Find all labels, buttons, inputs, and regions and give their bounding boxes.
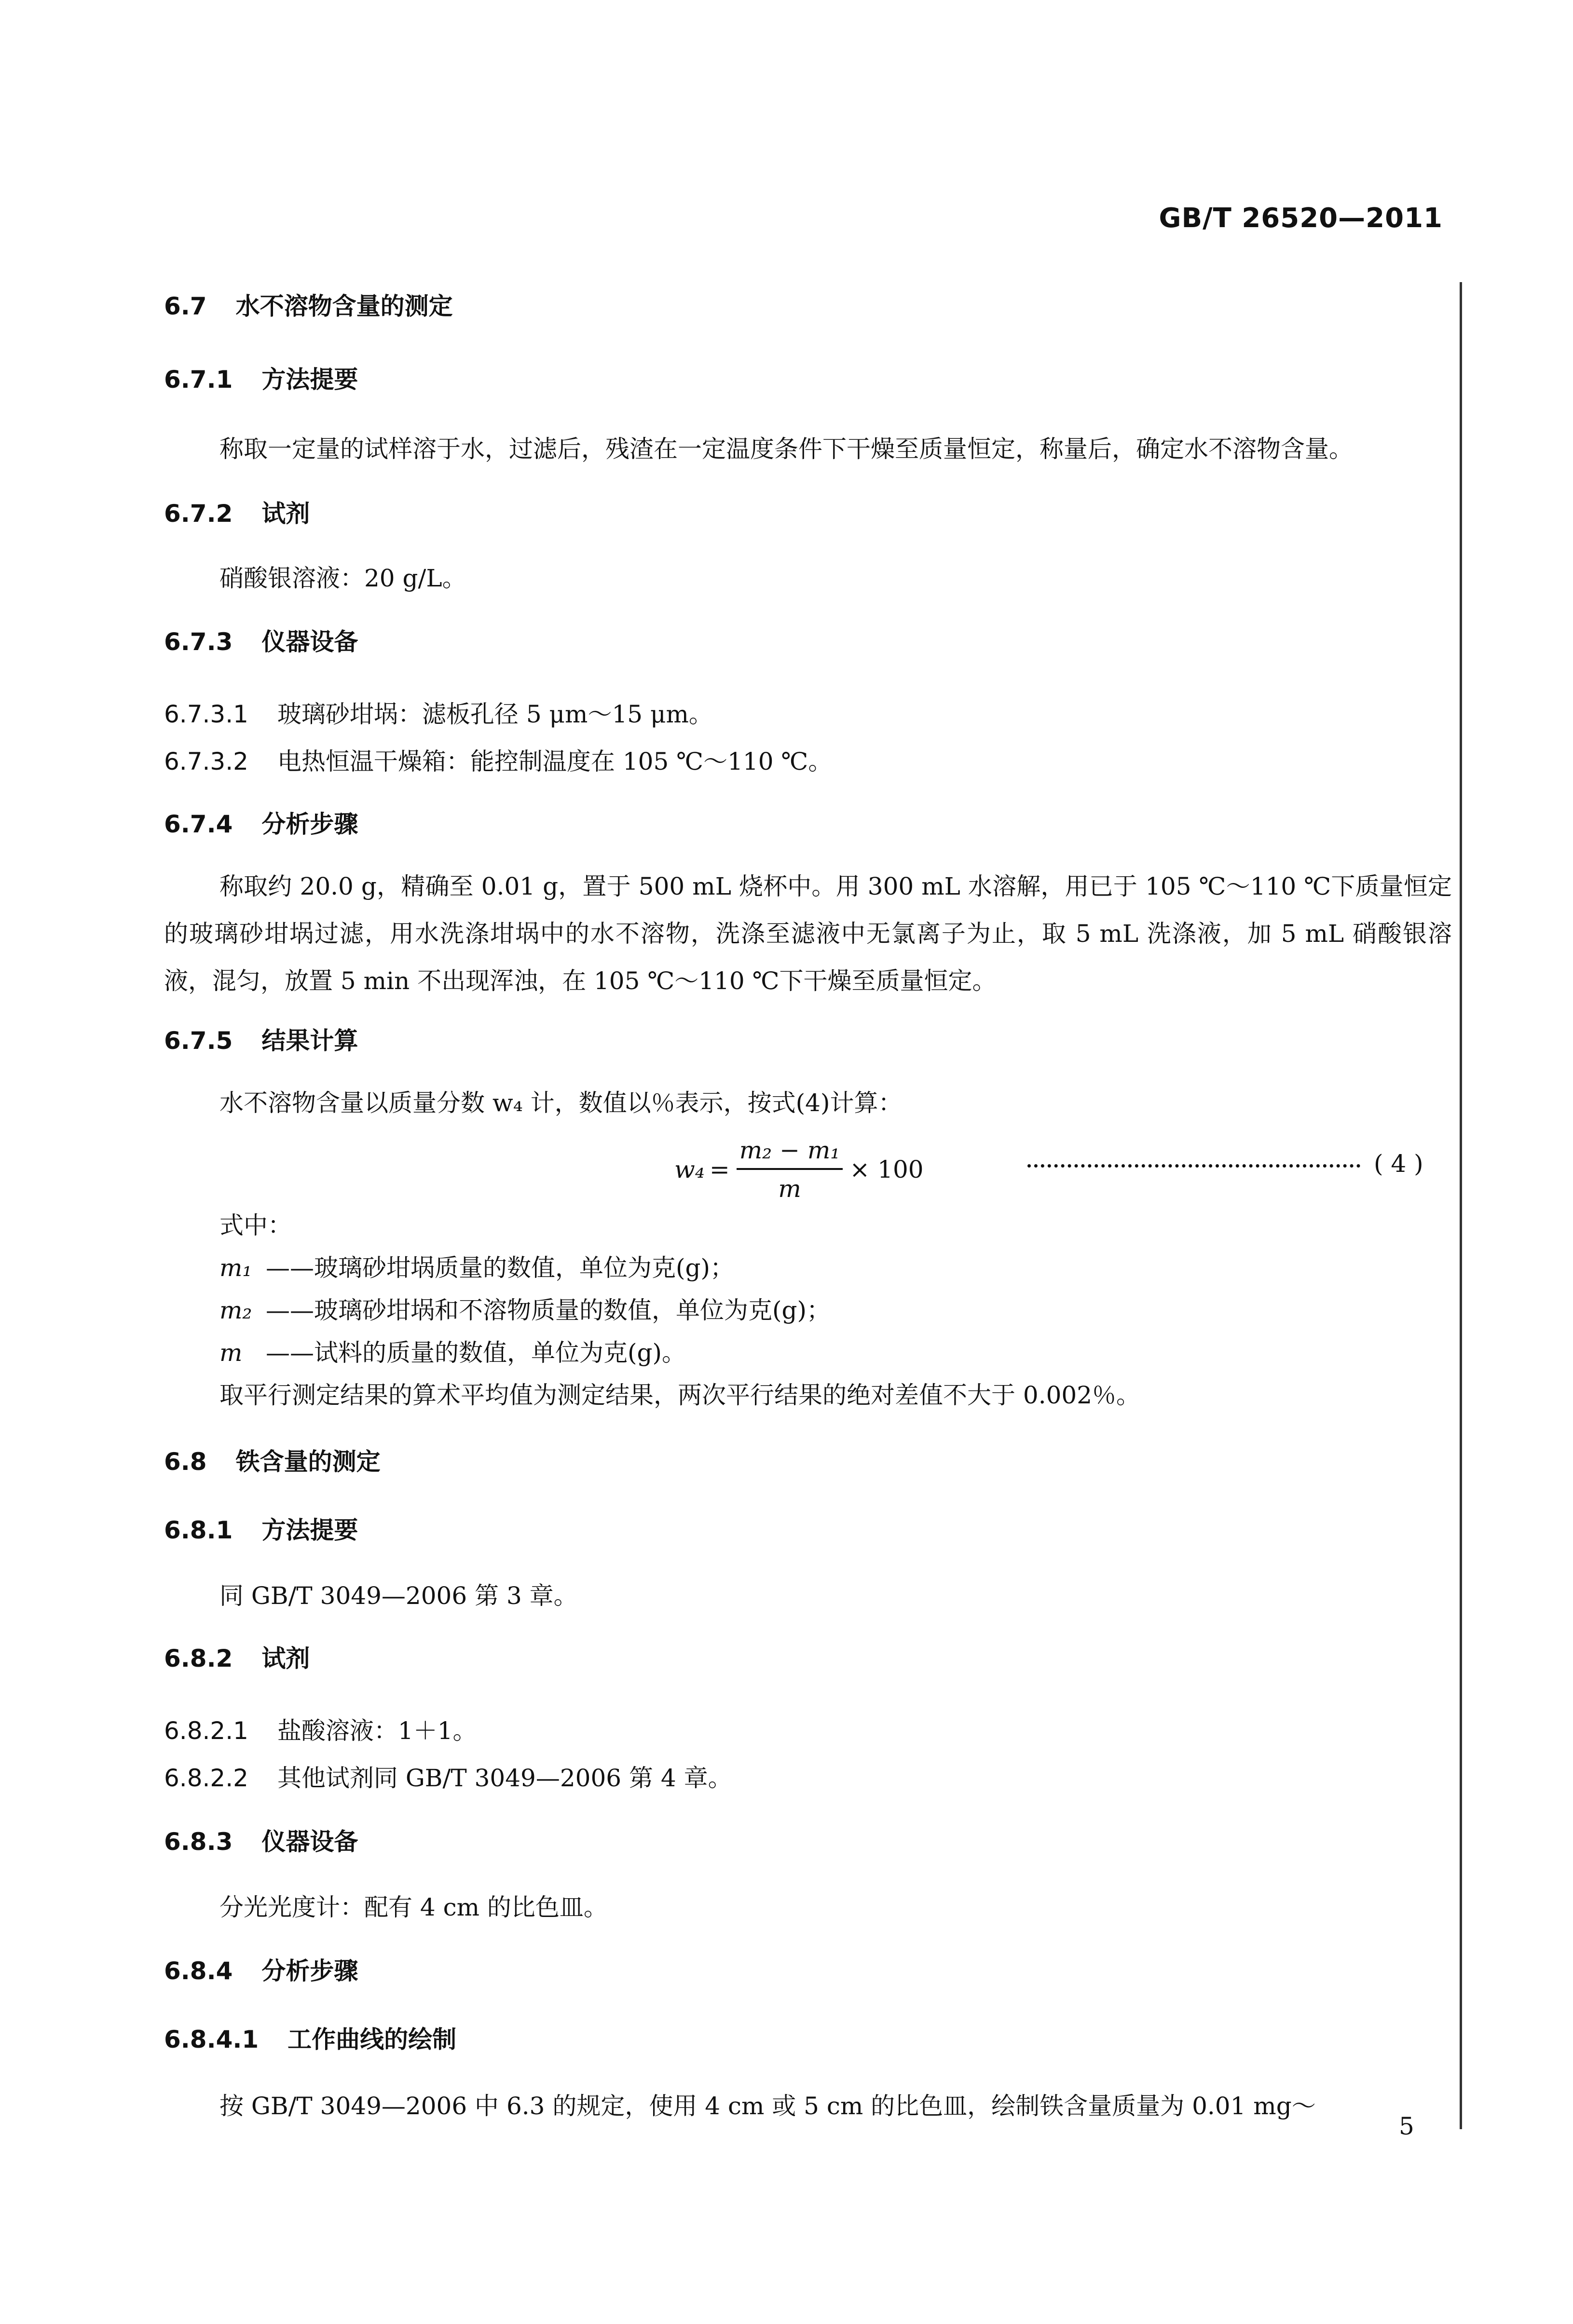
clause-text: 玻璃砂坩埚：滤板孔径 5 μm～15 μm。 [277, 700, 713, 728]
section-heading-6-7-2 [164, 502, 1452, 526]
section-number: 6.8 [164, 1448, 207, 1476]
section-number: 6.8.1 [164, 1516, 233, 1544]
section-number: 6.7.1 [164, 366, 233, 394]
formula-4 [164, 1127, 1452, 1209]
variable-description: ——玻璃砂坩埚和不溶物质量的数值，单位为克(g)； [266, 1296, 831, 1324]
section-number: 6.7.4 [164, 810, 233, 838]
section-title: 试剂 [261, 1644, 310, 1672]
section-title: 分析步骤 [261, 810, 358, 838]
section-number: 6.8.4.1 [164, 2025, 259, 2053]
section-number: 6.7.3 [164, 628, 233, 656]
section-heading-6-8 [164, 1450, 1452, 1474]
section-heading-6-8-1 [164, 1518, 1452, 1542]
section-title: 方法提要 [261, 1516, 358, 1544]
paragraph-working-curve: 按 GB/T 3049—2006 中 6.3 的规定，使用 4 cm 或 5 cm 的比色皿，绘制铁含量质量为 0.01 mg～ [219, 2092, 1316, 2120]
formula-denominator: m [778, 1175, 801, 1203]
clause-text: 盐酸溶液：1＋1。 [277, 1717, 477, 1745]
section-title: 方法提要 [261, 366, 358, 394]
paragraph-method-summary: 称取一定量的试样溶于水，过滤后，残渣在一定温度条件下干燥至质量恒定，称量后，确定水不溶物含量。 [219, 435, 1353, 463]
paragraph-result-intro: 水不溶物含量以质量分数 w₄ 计，数值以％表示，按式(4)计算： [219, 1089, 903, 1117]
standard-code-header: GB/T 26520—2011 [1159, 203, 1443, 234]
subclause-6-8-2-2 [164, 1766, 1452, 1790]
paragraph-analysis-steps: 称取约 20.0 g，精确至 0.01 g，置于 500 mL 烧杯中。用 300 mL 水溶解，用已于 105 ℃～110 ℃下质量恒定的玻璃砂坩埚过滤，用水洗涤坩埚中的水不溶物，洗涤至滤液中无氯离子为止，取 5 mL 洗涤液，加 5 mL 硝酸银溶液，混匀，放置 5 min 不出现浑浊，在 105 ℃～110 ℃下干燥至质量恒定。 [164, 872, 1452, 995]
formula-multiplier: × 100 [849, 1155, 924, 1183]
paragraph-reagent: 硝酸银溶液：20 g/L。 [219, 564, 466, 592]
formula-fraction [737, 1136, 843, 1203]
clause-text: 电热恒温干燥箱：能控制温度在 105 ℃～110 ℃。 [277, 747, 833, 775]
clause-number: 6.8.2.1 [164, 1717, 248, 1745]
section-heading-6-8-4-1 [164, 2027, 1452, 2052]
section-heading-6-7-4 [164, 812, 1452, 836]
section-title: 结果计算 [261, 1027, 358, 1055]
section-number: 6.7.2 [164, 500, 233, 528]
section-number: 6.8.2 [164, 1644, 233, 1672]
section-title: 仪器设备 [261, 628, 358, 656]
section-heading-6-7-3 [164, 630, 1452, 654]
section-heading-6-8-4 [164, 1959, 1452, 1983]
paragraph-apparatus: 分光光度计：配有 4 cm 的比色皿。 [219, 1893, 608, 1921]
variable-definition-m1 [164, 1256, 1452, 1280]
variable-definition-m2 [164, 1298, 1452, 1322]
section-title: 分析步骤 [261, 1957, 358, 1985]
formula-lhs: w₄ [674, 1155, 705, 1183]
formula-expression [674, 1136, 924, 1203]
subclause-6-7-3-2 [164, 749, 1452, 774]
clause-number: 6.7.3.2 [164, 747, 248, 775]
section-heading-6-8-2 [164, 1646, 1452, 1671]
section-number: 6.8.4 [164, 1957, 233, 1985]
section-number: 6.8.3 [164, 1828, 233, 1856]
section-heading-6-7-5 [164, 1029, 1452, 1053]
section-number: 6.7 [164, 292, 207, 320]
clause-number: 6.8.2.2 [164, 1764, 248, 1792]
section-title: 铁含量的测定 [235, 1448, 381, 1476]
section-title: 工作曲线的绘制 [287, 2025, 457, 2053]
variable-description: ——试料的质量的数值，单位为克(g)。 [266, 1339, 686, 1367]
section-number: 6.7.5 [164, 1027, 233, 1055]
page-number: 5 [1399, 2112, 1414, 2140]
variable-symbol: m₁ [219, 1254, 252, 1282]
section-title: 仪器设备 [261, 1828, 358, 1856]
dot-leader [1027, 1164, 1360, 1168]
subclause-6-7-3-1 [164, 702, 1452, 726]
section-heading-6-7-1 [164, 367, 1452, 392]
where-label: 式中： [219, 1211, 292, 1239]
variable-definition-m [164, 1341, 1452, 1365]
variable-symbol: m [219, 1339, 243, 1367]
variable-description: ——玻璃砂坩埚质量的数值，单位为克(g)； [266, 1254, 735, 1282]
formula-numerator: m₂ − m₁ [737, 1136, 843, 1170]
document-body [164, 294, 1452, 2130]
paragraph-result-precision: 取平行测定结果的算术平均值为测定结果，两次平行结果的绝对差值不大于 0.002％。 [219, 1381, 1141, 1409]
subclause-6-8-2-1 [164, 1719, 1452, 1743]
variable-symbol: m₂ [219, 1296, 252, 1324]
section-title: 试剂 [261, 500, 310, 528]
section-title: 水不溶物含量的测定 [235, 292, 453, 320]
section-heading-6-7 [164, 294, 1452, 318]
equation-number [1027, 1150, 1423, 1178]
margin-rule [1460, 282, 1462, 2129]
clause-text: 其他试剂同 GB/T 3049—2006 第 4 章。 [277, 1764, 732, 1792]
section-heading-6-8-3 [164, 1830, 1452, 1854]
clause-number: 6.7.3.1 [164, 700, 248, 728]
formula-equals: = [709, 1155, 730, 1183]
paragraph-iron-method-summary: 同 GB/T 3049—2006 第 3 章。 [219, 1582, 578, 1610]
equation-number-label: ( 4 ) [1374, 1150, 1423, 1178]
